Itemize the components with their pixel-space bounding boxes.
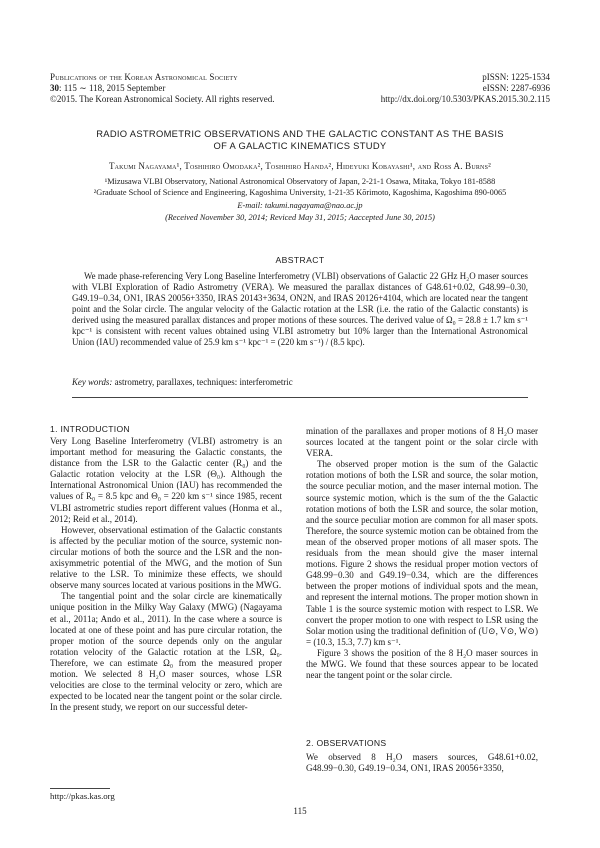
copyright-notice: ©2015. The Korean Astronomical Society. All rights reserved. [50,94,275,104]
abstract-heading: ABSTRACT [275,255,325,265]
paper-title [50,128,550,152]
keywords-label: Key words: [72,377,113,387]
observations-column [306,752,538,774]
page-number: 115 [293,806,307,816]
left-column [50,436,282,713]
journal-header [50,72,275,105]
section-heading-introduction: 1. INTRODUCTION [50,424,130,434]
abstract-body: We made phase-referencing Very Long Baseline Interferometry (VLBI) observations of Galactic 22 GHz H₂O maser sources with VLBI Exploration of Radio Astrometry (VERA). We measured the parallax distances of G48.61+0.02, G48.99−0.30, G49.19−0.34, ON1, IRAS 20056+3350, IRAS 20143+3634, ON2N, and IRAS 20126+4104, which are located near the tangent point and the Solar circle. The angular velocity of the Galactic rotation at the LSR (i.e. the ratio of the Galactic constants) is derived using the measured parallax distances and proper motions of these sources. The derived value of Ω₀ = 28.8 ± 1.7 km s⁻¹ kpc⁻¹ is consistent with recent values obtained using VLBI astrometry but 10% larger than the International Astronomical Union (IAU) recommended value of 25.9 km s⁻¹ kpc⁻¹ = (220 km s⁻¹) / (8.5 kpc). [72,271,528,348]
contact-email[interactable]: E-mail: takumi.nagayama@nao.ac.jp [237,201,363,210]
abstract-divider [72,397,528,398]
pissn: pISSN: 1225-1534 [482,72,550,82]
intro-paragraph-3: The tangential point and the solar circle are kinematically unique position in the Milky Way Galaxy (MWG) (Nagayama et al., 2011a; Ando et al., 2011). In the case where a source is located at one of these point and has pure circular rotation, the proper motion of the source depends only on the angular rotation velocity of the Galactic rotation at the LSR, Ω₀. Therefore, we can estimate Ω₀ from the measured proper motion. We selected 8 H₂O maser sources, whose LSR velocities are close to the terminal velocity or zero, which are expected to be located near the tangent point or the solar circle. In the present study, we report on our successful deter- [50,591,282,713]
right-paragraph-figure3: Figure 3 shows the position of the 8 H₂O maser sources in the MWG. We found that these sources appear to be located near the tangent point or the solar circle. [306,647,538,681]
keywords [72,377,528,387]
citation-volume: 30 [50,83,59,93]
author-list: Takumi Nagayama¹, Toshihiro Omodaka², Toshihiro Handa², Hideyuki Kobayashi¹, and Ross A. Burns² [108,161,492,171]
right-column [306,426,538,681]
journal-url-link[interactable]: http://pkas.kas.org [50,791,115,801]
intro-paragraph-2: However, observational estimation of the Galactic constants is affected by the peculiar motion of the source, systemic non-circular motions of both the source and the LSR and the non-axisymmetric potential of the MWG, and the motion of Sun relative to the LSR. To minimize these effects, we should observe many sources located at various positions in the MWG. [50,524,282,591]
section-heading-observations: 2. OBSERVATIONS [306,738,387,748]
journal-citation [50,83,275,94]
observations-paragraph-1: We observed 8 H₂O masers sources, G48.61+0.02, G48.99−0.30, G49.19−0.34, ON1, IRAS 20056+3350, [306,752,538,774]
right-paragraph-proper-motion: The observed proper motion is the sum of the Galactic rotation motions of both the LSR and source, the solar motion, the source peculiar motion, and the maser internal motion. The source systemic motion, which is the sum of the the Galactic rotation motions of both the LSR and source, the solar motion, and the source peculiar motion are common for all maser spots. Therefore, the source systemic motion can be obtained from the mean of the observed proper motions of all maser spots. The residuals from the mean should give the maser internal motions. Figure 2 shows the residual proper motion vectors of G48.99−0.30 and G49.19−0.34, which are the differences between the proper motions of individual spots and the mean, and represent the internal motions. The proper motion shown in Table 1 is the source systemic motion with respect to LSR. We convert the proper motion to one with respect to LSR using the Solar motion using the traditional definition of (U⊙, V⊙, W⊙) = (10.3, 15.3, 7.7) km s⁻¹. [306,459,538,647]
received-dates: (Received November 30, 2014; Reviced May 31, 2015; Aaccepted June 30, 2015) [165,213,435,222]
keywords-list: astrometry, parallaxes, techniques: interferometric [114,377,293,387]
doi-link[interactable]: http://dx.doi.org/10.5303/PKAS.2015.30.2.115 [380,94,550,104]
eissn: eISSN: 2287-6936 [482,83,550,93]
title-line-1: RADIO ASTROMETRIC OBSERVATIONS AND THE GALACTIC CONSTANT AS THE BASIS [96,128,504,139]
title-line-2: OF A GALACTIC KINEMATICS STUDY [213,140,387,151]
intro-paragraph-1: Very Long Baseline Interferometry (VLBI) astrometry is an important method for measuring the Galactic constants, the distance from the LSR to the Galactic center (R₀) and the Galactic rotation velocity at the LSR (Θ₀). Although the International Astronomical Union (IAU) has recommended the values of R₀ = 8.5 kpc and Θ₀ = 220 km s⁻¹ since 1985, recent VLBI astrometric studies report different values (Honma et al., 2012; Reid et al., 2014). [50,436,282,524]
issn-header [381,72,550,105]
affiliation-1: ¹Mizusawa VLBI Observatory, National Astronomical Observatory of Japan, 2-21-1 Osawa, Mitaka, Tokyo 181-8588 [104,177,496,186]
right-paragraph-continuation: mination of the parallaxes and proper motions of 8 H₂O maser sources located at the tangent point or the solar circle with VERA. [306,426,538,459]
affiliation-2: ²Graduate School of Science and Engineering, Kagoshima University, 1-21-35 Kōrimoto, Kagoshima, Kagoshima 890-0065 [93,188,507,197]
journal-name: Publications of the Korean Astronomical Society [50,72,238,82]
affiliations [40,176,560,198]
citation-pages-date: : 115 ∼ 118, 2015 September [59,83,166,93]
footnote-divider [50,788,110,789]
